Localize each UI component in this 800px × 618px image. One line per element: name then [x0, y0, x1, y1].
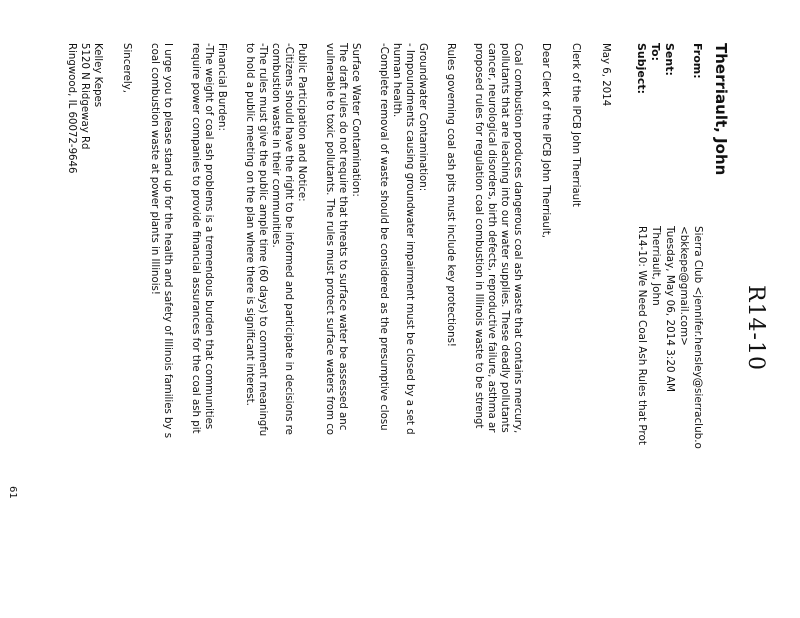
intro-line: Coal combustion produces dangerous coal ash waste that contains mercury, [512, 43, 523, 434]
section-line: -The weight of coal ash problems is a tremendous burden that communities [203, 43, 214, 430]
intro-line: cancer, neurological disorders, birth defects, reproductive failure, asthma ar [486, 43, 497, 433]
section-line: require power companies to provide financial assurances for the coal ash pit [190, 43, 201, 434]
intro-line: pollutants that are leaching into our water supplies. These deadly pollutants [499, 43, 510, 433]
section-heading: Financial Burden: [216, 43, 227, 131]
page-number: 61 [7, 486, 18, 499]
section-line: The draft rules do not require that threats to surface water be assessed anc [337, 43, 348, 431]
from-label: From: [691, 43, 704, 79]
section-heading: Surface Water Contamination: [350, 43, 361, 197]
signoff: Sincerely, [121, 43, 132, 93]
key-protections-line: Rules governing coal ash pits must include key protections! [445, 43, 456, 347]
document-id: R14-10 [743, 285, 768, 371]
signer-city: Ringwood, IL 60072-9646 [66, 43, 77, 174]
section-line: -Citizens should have the right to be informed and participate in decisions re [283, 43, 294, 435]
salutation: Dear Clerk of the IPCB John Therriault, [540, 43, 551, 238]
section-heading: Groundwater Contamination: [417, 43, 428, 192]
sent-value: Tuesday, May 06, 2014 3:20 AM [664, 226, 676, 392]
section-line: - Impoundments causing groundwater impairment must be closed by a set d [404, 43, 415, 435]
signer-street: 5120 N Ridgeway Rd [79, 43, 90, 150]
closing-line: I urge you to please stand up for the health and safety of Illinois families by s [162, 43, 173, 439]
to-value: Therriault, John [650, 226, 662, 306]
recipient-line: Clerk of the IPCB John Therriault [570, 43, 581, 207]
signer-name: Kelley Kepes [92, 43, 103, 108]
sent-label: Sent: [663, 43, 676, 76]
subject-value: R14-10: We Need Coal Ash Rules that Prot [636, 226, 648, 445]
from-value: Sierra Club <jennifer.hensley@sierraclub.o [692, 226, 704, 449]
from-email: <bkkepe@gmail.com> [678, 226, 690, 346]
section-line: -The rules must give the public ample time (60 days) to comment meaningfu [257, 43, 268, 437]
section-line: vulnerable to toxic pollutants. The rules must protect surface waters from co [324, 43, 335, 436]
from-name-heading: Therriault, John [712, 43, 730, 176]
section-line: -Complete removal of waste should be considered as the presumptive closu [378, 43, 389, 431]
intro-line: proposed rules for regulation coal combustion in Illinois waste to be strengt [473, 43, 484, 429]
section-line: combustion waste in their communities. [270, 43, 281, 248]
section-heading: Public Participation and Notice: [296, 43, 307, 202]
to-label: To: [649, 43, 662, 61]
letter-date: May 6, 2014 [600, 43, 611, 107]
section-line: to hold a public meeting on the plan where there is significant interest. [244, 43, 255, 406]
closing-line: coal combustion waste at power plants in Illinois! [149, 43, 160, 295]
section-line: human health. [391, 43, 402, 118]
subject-label: Subject: [635, 43, 648, 95]
